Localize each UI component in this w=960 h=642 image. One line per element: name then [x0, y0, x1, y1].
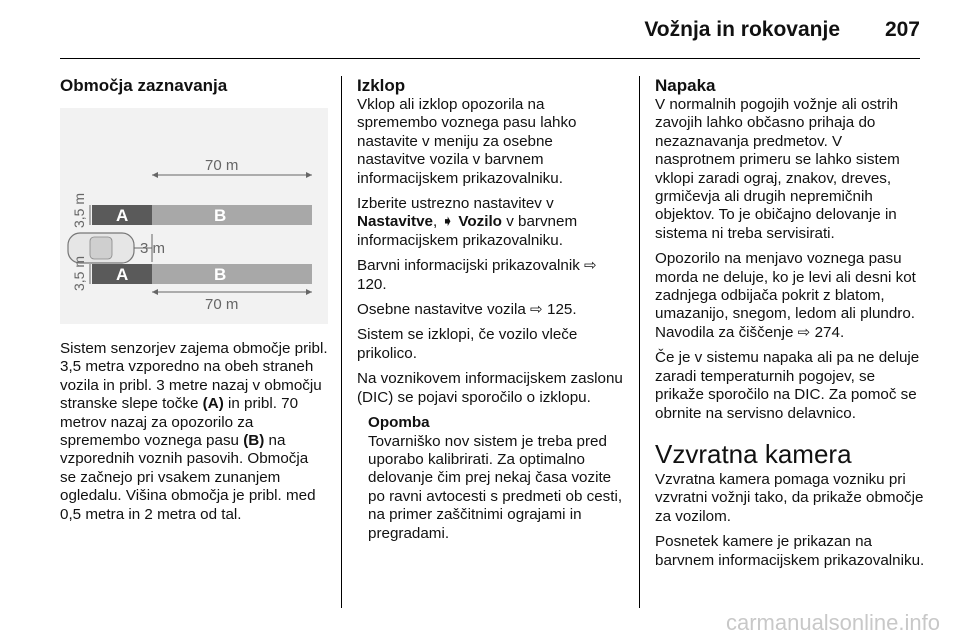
section-heading-rear-camera: Vzvratna kamera	[655, 438, 852, 469]
column-divider-2	[639, 76, 640, 608]
fault-paragraph-2: Opozorilo na menjavo voznega pasu morda ne deluje, ko je levi ali desni kot zadnjega odbijača pokrit z blatom, umazanijo, snegom, ledom ali plundro. Navodila za čiščenje ⇨ 274.	[655, 250, 916, 341]
deactivation-paragraph-dic: Na voznikovem informacijskem zaslonu (DIC) se pojavi sporočilo o izklopu.	[357, 370, 623, 406]
header-rule	[60, 58, 920, 59]
section-heading-detection-zones: Območja zaznavanja	[60, 76, 228, 95]
watermark: carmanualsonline.info	[725, 610, 940, 635]
rear-camera-paragraph-1: Vzvratna kamera pomaga vozniku pri vzvratni vožnji tako, da prikaže območje za vozilom.	[655, 470, 924, 525]
deactivation-paragraph-1: Vklop ali izklop opozorila na spremembo voznega pasu lahko nastavite v meniju za osebne nastavitve vozila v barvnem informacijskem prikazovalniku.	[357, 96, 577, 187]
note-heading: Opomba	[368, 414, 430, 432]
note-box	[357, 414, 625, 543]
deactivation-paragraph-2: Izberite ustrezno nastavitev v Nastavitve, ➧ Vozilo v barvnem informacijskem prikazovalniku.	[357, 195, 578, 249]
note-text: Tovarniško nov sistem je treba pred uporabo kalibrirati. Za optimalno delovanje čim prej nekaj časa vozite po ravni avtocesti s predmeti ob cesti, na primer zaščitnimi ograjami in pregradami.	[368, 432, 623, 542]
detection-zones-figure	[60, 108, 328, 324]
section-heading-deactivation: Izklop	[357, 76, 406, 95]
zone-b-upper	[152, 205, 312, 225]
detection-zones-paragraph: Sistem senzorjev zajema območje pribl. 3,5 metra vzporedno na obeh straneh vozila in pribl. 3 metre nazaj v območju stranske slepe točke (A) in pribl. 70 metrov nazaj za opozorilo za spremembo voznega pasu (B) na vzporednih voznih pasovih. Območja se začnejo pri vsakem zunanjem ogledalu. Višina območja je pribl. med 0,5 metra in 2 metra od tal.	[60, 340, 328, 523]
column-2	[357, 76, 625, 550]
zone-b-ref: (B)	[243, 432, 265, 450]
zone-b-label-upper: B	[214, 206, 227, 225]
top-distance-label: 70 m	[205, 157, 239, 174]
detection-zones-diagram	[60, 108, 328, 324]
column-1	[60, 76, 328, 531]
fault-paragraph-1: V normalnih pogojih vožnje ali ostrih zavojih lahko občasno prihaja do nezaznavanja predmetov. V nasprotnem primeru se lahko sistem vklopi zaradi ograj, znakov, dreves, grmičevja ali drugih nepremičnih objektov. To je običajno delovanje in sistema ni treba servisirati.	[655, 96, 900, 242]
page-number: 207	[884, 18, 920, 41]
column-3	[655, 76, 925, 577]
zone-a-label-upper: A	[116, 206, 129, 225]
menu-settings: Nastavitve	[357, 213, 433, 231]
rear-camera-paragraph-2: Posnetek kamere je prikazan na barvnem informacijskem prikazovalniku.	[655, 533, 925, 569]
section-heading-fault: Napaka	[655, 76, 716, 95]
zone-b-lower	[152, 264, 312, 284]
zone-a-label-lower: A	[116, 265, 129, 284]
zone-a-ref: (A)	[202, 395, 224, 413]
running-header-title: Vožnja in rokovanje	[644, 18, 840, 41]
menu-vehicle: Vozilo	[458, 213, 502, 231]
deactivation-paragraph-trailer: Sistem se izklopi, če vozilo vleče prikolico.	[357, 326, 578, 362]
cross-reference-personal-settings: Osebne nastavitve vozila ⇨ 125.	[357, 301, 577, 319]
column-divider-1	[341, 76, 342, 608]
bottom-distance-label: 70 m	[205, 296, 239, 313]
fault-paragraph-3: Če je v sistemu napaka ali pa ne deluje zaradi temperaturnih pogojev, se prikaže sporočilo na DIC. Za pomoč se obrnite na servisno delavnico.	[655, 349, 920, 422]
lane-height-label-upper: 3,5 m	[71, 192, 87, 228]
rear-distance-label: 3 m	[140, 240, 166, 257]
cross-reference-display: Barvni informacijski prikazovalnik ⇨ 120.	[357, 257, 597, 293]
zone-b-label-lower: B	[214, 265, 227, 284]
lane-height-label-lower: 3,5 m	[71, 255, 87, 291]
